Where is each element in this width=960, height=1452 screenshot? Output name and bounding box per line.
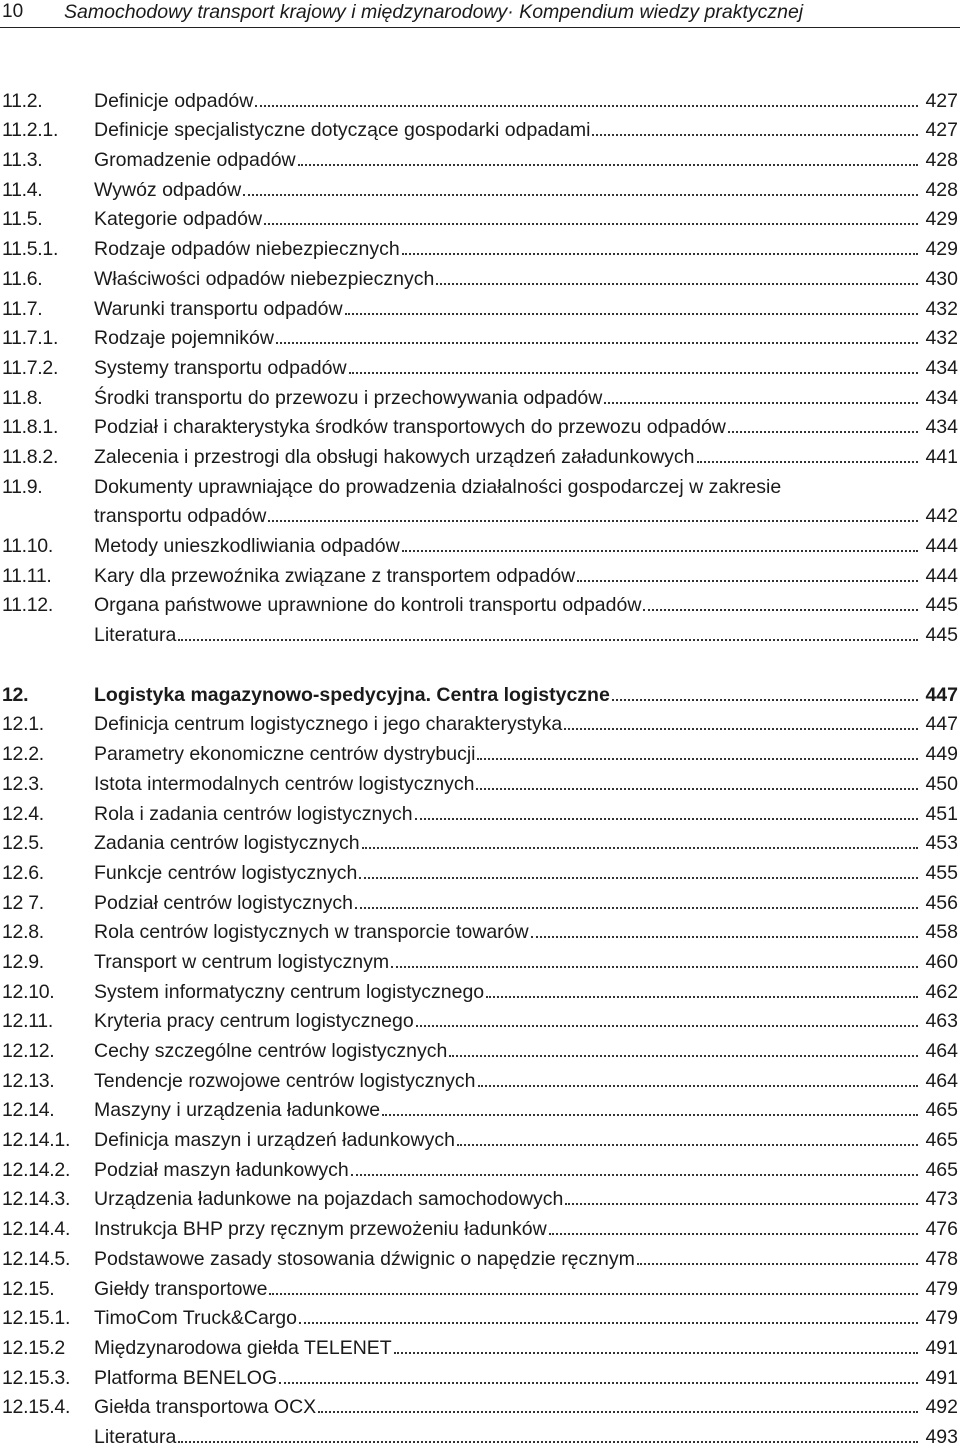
toc-entry-number: 11.8. xyxy=(2,386,43,409)
toc-entry-line xyxy=(94,147,960,171)
toc-entry-number: 12. xyxy=(2,683,29,706)
toc-entry-line xyxy=(94,1068,960,1092)
toc-entry-line xyxy=(94,1394,960,1418)
toc-entry-number: 12.14.3. xyxy=(2,1188,71,1211)
dot-leader xyxy=(298,142,918,166)
dot-leader xyxy=(243,172,918,196)
toc-entry-number: 11.10. xyxy=(2,535,53,557)
toc-entry xyxy=(0,768,960,798)
toc-entry xyxy=(0,1154,960,1184)
dot-leader xyxy=(565,1181,918,1205)
toc-entry-line xyxy=(94,919,960,943)
toc-entry-line xyxy=(94,1186,960,1210)
toc-entry-number: 12.15.3. xyxy=(2,1366,71,1389)
toc-entry-page: 465 xyxy=(925,1099,958,1122)
toc-entry-number: 12 7. xyxy=(2,891,44,914)
toc-entry-line xyxy=(94,563,960,587)
toc-entry xyxy=(0,1184,960,1214)
toc-entry-title: Warunki transportu odpadów xyxy=(94,297,343,320)
toc-entry-line xyxy=(94,1038,960,1062)
toc-entry-page: 444 xyxy=(925,535,958,557)
toc-entry-title: Giełda transportowa OCX xyxy=(94,1396,317,1419)
toc-entry-title: Organa państwowe uprawnione do kontroli transportu odpadów xyxy=(94,594,642,617)
toc-entry-number: 11.3. xyxy=(2,149,43,172)
dot-leader xyxy=(697,439,918,463)
toc-entry-line xyxy=(94,236,960,260)
toc-entry-line xyxy=(94,771,960,795)
dot-leader xyxy=(345,291,918,315)
toc-entry xyxy=(0,174,960,204)
toc-entry-line xyxy=(94,296,960,320)
toc-entry xyxy=(0,857,960,887)
toc-entry-title: Definicja maszyn i urządzeń ładunkowych xyxy=(94,1129,455,1152)
toc-entry-number: 12.15. xyxy=(2,1277,55,1300)
toc-entry-page: 429 xyxy=(925,208,958,231)
toc-entry-line xyxy=(94,1157,960,1181)
toc-entry-title: Podział i charakterystyka środków transportowych do przewozu odpadów xyxy=(94,416,726,439)
toc-entry-number: 12.10. xyxy=(2,980,55,1003)
toc-entry-page: 428 xyxy=(925,149,958,172)
toc-entry-number: 12.14. xyxy=(2,1099,55,1122)
dot-leader xyxy=(549,1211,918,1235)
toc-entry xyxy=(0,798,960,828)
toc-entry xyxy=(0,115,960,145)
toc-entry-page: 447 xyxy=(925,713,958,736)
dot-leader xyxy=(457,1122,918,1146)
toc-entry-page: 493 xyxy=(925,1425,958,1448)
section-gap xyxy=(0,649,960,679)
toc-entry xyxy=(0,1035,960,1065)
toc-entry-title: Definicje odpadów xyxy=(94,89,254,112)
toc-entry-page: 492 xyxy=(925,1396,958,1419)
toc-entry xyxy=(0,887,960,917)
dot-leader xyxy=(478,1063,918,1087)
toc-entry-title: Funkcje centrów logistycznych xyxy=(94,861,358,884)
toc-entry-page: 451 xyxy=(925,802,958,825)
toc-entry xyxy=(0,233,960,263)
toc-entry-number: 11.7. xyxy=(2,297,43,320)
dot-leader xyxy=(643,587,918,611)
toc-entry-title: Zalecenia i przestrogi dla obsługi hakowych urządzeń załadunkowych xyxy=(94,445,695,468)
toc-entry xyxy=(0,590,960,620)
toc-entry-number: 12.6. xyxy=(2,861,44,884)
toc-entry-title: Definicje specjalistyczne dotyczące gospodarki odpadami xyxy=(94,119,591,142)
toc-entry-line xyxy=(94,177,960,201)
page-number: 10 xyxy=(2,1,24,22)
toc-entry-page: 447 xyxy=(925,683,958,706)
toc-entry-line xyxy=(94,741,960,765)
toc-entry-line xyxy=(94,444,960,468)
toc-entry xyxy=(0,1124,960,1154)
toc-entry xyxy=(0,679,960,709)
dot-leader xyxy=(178,617,918,641)
toc-entry-line xyxy=(94,385,960,409)
toc-entry-page: 491 xyxy=(925,1366,958,1389)
dot-leader xyxy=(637,1241,918,1265)
toc-entry-page: 458 xyxy=(925,921,958,944)
toc-entry xyxy=(0,441,960,471)
toc-entry xyxy=(0,352,960,382)
dot-leader xyxy=(477,736,918,760)
toc-entry-line xyxy=(94,830,960,854)
toc-entry-number: 12.14.1. xyxy=(2,1129,71,1152)
toc-entry-page: 441 xyxy=(925,445,958,468)
dot-leader xyxy=(264,201,918,225)
toc-entry xyxy=(0,1362,960,1392)
toc-entry-title: Podział maszyn ładunkowych xyxy=(94,1158,349,1181)
running-title: Samochodowy transport krajowy i międzynarodowy· Kompendium wiedzy praktycznej xyxy=(64,1,804,23)
toc-entry-line xyxy=(94,1365,960,1389)
toc-entry-page: 463 xyxy=(925,1010,958,1033)
page-header xyxy=(0,0,960,28)
toc-entry xyxy=(0,619,960,649)
toc-entry-line xyxy=(94,1305,960,1329)
toc-entry-title: Urządzenia ładunkowe na pojazdach samochodowych xyxy=(94,1188,564,1211)
toc-entry-page: 453 xyxy=(925,832,958,855)
toc-entry-line xyxy=(94,503,960,527)
toc-entry-page: 465 xyxy=(925,1158,958,1181)
toc-entry-page: 464 xyxy=(925,1069,958,1092)
toc-entry-number: 12.13. xyxy=(2,1069,55,1092)
toc-entry-title: Definicja centrum logistycznego i jego charakterystyka xyxy=(94,713,563,736)
toc-entry-number: 12.2. xyxy=(2,743,44,766)
dot-leader xyxy=(299,1300,918,1324)
toc-entry-number: 12.15.2 xyxy=(2,1336,65,1359)
toc-entry-line xyxy=(94,622,960,646)
dot-leader xyxy=(728,409,918,433)
dot-leader xyxy=(449,1033,918,1057)
toc-entry-page: 445 xyxy=(925,624,958,647)
toc-entry-number: 12.9. xyxy=(2,950,44,973)
toc-entry-number: 11.5. xyxy=(2,208,43,231)
toc-entry-page: 479 xyxy=(925,1277,958,1300)
dot-leader xyxy=(604,380,918,404)
toc-entry-title: TimoCom Truck&Cargo xyxy=(94,1307,297,1330)
toc-entry xyxy=(0,1332,960,1362)
toc-entry-number: 11.6. xyxy=(2,267,43,290)
toc-entry-page: 479 xyxy=(925,1307,958,1330)
toc-entry xyxy=(0,976,960,1006)
toc-entry-title: Literatura xyxy=(94,1425,177,1448)
toc-entry-title: Cechy szczególne centrów logistycznych xyxy=(94,1040,448,1062)
toc-entry-line xyxy=(94,682,960,706)
dot-leader xyxy=(279,1360,918,1384)
toc-entry-title: Maszyny i urządzenia ładunkowe xyxy=(94,1099,381,1122)
toc-entry-page: 427 xyxy=(925,89,958,112)
toc-entry-page: 450 xyxy=(925,772,958,795)
toc-entry xyxy=(0,323,960,353)
toc-entry-title: Literatura xyxy=(94,624,177,647)
toc-entry-title: Parametry ekonomiczne centrów dystrybucji xyxy=(94,743,476,766)
toc-entry-title: Gromadzenie odpadów xyxy=(94,149,296,172)
toc-entry-number: 11.5.1. xyxy=(2,238,59,261)
toc-entry-line xyxy=(94,1276,960,1300)
toc-entry-title: Tendencje rozwojowe centrów logistycznych xyxy=(94,1069,476,1092)
toc-entry-line xyxy=(94,1335,960,1359)
toc-entry-title: Systemy transportu odpadów xyxy=(94,356,347,379)
toc-entry-number: 12.14.5. xyxy=(2,1247,71,1270)
toc-entry-page: 473 xyxy=(925,1188,958,1211)
dot-leader xyxy=(351,1152,918,1176)
dot-leader xyxy=(486,974,918,998)
toc-entry-title: Zadania centrów logistycznych xyxy=(94,832,360,855)
toc-entry-title: Dokumenty uprawniające do prowadzenia działalności gospodarczej w zakresie xyxy=(94,475,782,498)
toc-entry-line xyxy=(94,88,960,112)
toc-entry xyxy=(0,738,960,768)
toc-entry xyxy=(0,1421,960,1451)
toc-entry-number: 11.7.2. xyxy=(2,356,59,379)
toc-entry xyxy=(0,560,960,590)
dot-leader xyxy=(394,1330,918,1354)
toc-entry-line xyxy=(94,592,960,616)
toc-entry-title: Istota intermodalnych centrów logistycznych xyxy=(94,772,475,795)
toc-entry-title: Właściwości odpadów niebezpiecznych xyxy=(94,267,435,290)
toc-entry-title: Rodzaje pojemników xyxy=(94,327,274,350)
toc-entry xyxy=(0,828,960,858)
toc-entry xyxy=(0,144,960,174)
toc-entry-number: 12.15.1. xyxy=(2,1307,71,1330)
dot-leader xyxy=(318,1389,918,1413)
dot-leader xyxy=(531,914,918,938)
toc-entry-title: Wywóz odpadów xyxy=(94,178,242,201)
toc-entry-line xyxy=(94,711,960,735)
toc-entry xyxy=(0,1392,960,1422)
toc-entry-line xyxy=(94,266,960,290)
dot-leader xyxy=(382,1092,918,1116)
toc-entry-page: 432 xyxy=(925,327,958,350)
toc-entry xyxy=(0,263,960,293)
dot-leader xyxy=(415,796,918,820)
dot-leader xyxy=(564,706,918,730)
toc-entry xyxy=(0,917,960,947)
toc-entry-title: Podział centrów logistycznych xyxy=(94,891,354,914)
toc-entry-number: 12.8. xyxy=(2,921,44,944)
dot-leader xyxy=(592,112,918,136)
toc-entry-line xyxy=(94,801,960,825)
toc-entry-number: 11.12. xyxy=(2,594,53,617)
toc-entry-number: 12.12. xyxy=(2,1040,55,1062)
toc-entry-title: Metody unieszkodliwiania odpadów xyxy=(94,535,400,557)
toc-entry xyxy=(0,1213,960,1243)
toc-entry-page: 449 xyxy=(925,743,958,766)
toc-entry-number: 12.15.4. xyxy=(2,1396,71,1419)
toc-entry-line xyxy=(94,476,960,498)
toc-entry-line xyxy=(94,1216,960,1240)
toc-entry-line xyxy=(94,414,960,438)
toc-entry-page: 428 xyxy=(925,178,958,201)
toc-entry xyxy=(0,1273,960,1303)
toc-entry xyxy=(0,1095,960,1125)
toc-entry-page: 434 xyxy=(925,416,958,439)
toc-entry-page: 462 xyxy=(925,980,958,1003)
toc-entry-number: 11.4. xyxy=(2,178,43,201)
toc-entry-number: 11.8.2. xyxy=(2,445,59,468)
toc-entry-line xyxy=(94,1424,960,1448)
toc-entry-page: 430 xyxy=(925,267,958,290)
toc-entry-number: 12.11. xyxy=(2,1010,53,1033)
toc-entry xyxy=(0,1303,960,1333)
toc-entry-page: 460 xyxy=(925,950,958,973)
toc-entry-line xyxy=(94,117,960,141)
toc-entry-title: Podstawowe zasady stosowania dźwignic o napędzie ręcznym xyxy=(94,1247,635,1270)
dot-leader xyxy=(269,1271,918,1295)
toc-entry-title: Rola centrów logistycznych w transporcie towarów xyxy=(94,921,529,944)
dot-leader xyxy=(436,261,918,285)
toc-entry-page: 456 xyxy=(925,891,958,914)
dot-leader xyxy=(612,677,918,701)
toc-entry-line xyxy=(94,1246,960,1270)
dot-leader xyxy=(416,1003,918,1027)
table-of-contents xyxy=(0,85,960,1451)
header-rule xyxy=(0,27,960,28)
toc-entry xyxy=(0,501,960,531)
toc-entry-title: Transport w centrum logistycznym xyxy=(94,950,390,973)
toc-entry-number: 11.8.1. xyxy=(2,416,59,439)
toc-entry-number: 11.9. xyxy=(2,475,43,498)
toc-entry-line xyxy=(94,206,960,230)
toc-entry-page: 432 xyxy=(925,297,958,320)
toc-entry-page: 455 xyxy=(925,861,958,884)
toc-entry-page: 427 xyxy=(925,119,958,142)
toc-entry xyxy=(0,412,960,442)
dot-leader xyxy=(268,498,918,522)
toc-entry-line xyxy=(94,860,960,884)
toc-entry-title: Rola i zadania centrów logistycznych xyxy=(94,802,413,825)
toc-entry-line xyxy=(94,1008,960,1032)
toc-entry-title: Kategorie odpadów xyxy=(94,208,263,231)
toc-entry-number: 11.2. xyxy=(2,89,43,112)
toc-entry xyxy=(0,85,960,115)
toc-entry-page: 464 xyxy=(925,1040,958,1062)
dot-leader xyxy=(577,558,918,582)
toc-entry-title: transportu odpadów xyxy=(94,505,267,528)
toc-entry xyxy=(0,1006,960,1036)
toc-entry-number: 12.14.4. xyxy=(2,1218,71,1241)
toc-entry-title: System informatyczny centrum logistycznego xyxy=(94,980,485,1003)
toc-entry-line xyxy=(94,355,960,379)
toc-entry-number: 11.11. xyxy=(2,564,52,587)
dot-leader xyxy=(349,350,918,374)
toc-entry-line xyxy=(94,890,960,914)
toc-entry-line xyxy=(94,1097,960,1121)
toc-entry-title: Instrukcja BHP przy ręcznym przewożeniu ładunków xyxy=(94,1218,547,1241)
toc-entry-title: Giełdy transportowe xyxy=(94,1277,268,1300)
dot-leader xyxy=(476,766,918,790)
toc-entry xyxy=(0,204,960,234)
toc-entry-line xyxy=(94,1127,960,1151)
dot-leader xyxy=(255,83,918,107)
dot-leader xyxy=(362,825,918,849)
toc-entry-page: 465 xyxy=(925,1129,958,1152)
toc-entry-line xyxy=(94,949,960,973)
toc-entry xyxy=(0,946,960,976)
dot-leader xyxy=(359,855,918,879)
toc-entry-title: Środki transportu do przewozu i przechowywania odpadów xyxy=(94,386,603,409)
dot-leader xyxy=(391,944,918,968)
toc-entry xyxy=(0,1243,960,1273)
toc-entry xyxy=(0,293,960,323)
toc-entry-page: 476 xyxy=(925,1218,958,1241)
toc-entry-page: 434 xyxy=(925,386,958,409)
dot-leader xyxy=(402,231,918,255)
toc-entry-number: 11.7.1. xyxy=(2,327,59,350)
toc-entry-title: Kryteria pracy centrum logistycznego xyxy=(94,1010,414,1033)
toc-entry xyxy=(0,382,960,412)
toc-entry-number: 12.5. xyxy=(2,832,44,855)
toc-entry-page: 491 xyxy=(925,1336,958,1359)
toc-entry-title: Kary dla przewoźnika związane z transportem odpadów xyxy=(94,564,576,587)
toc-entry-title: Platforma BENELOG xyxy=(94,1366,278,1389)
toc-entry-page: 444 xyxy=(925,564,958,587)
dot-leader xyxy=(355,885,918,909)
toc-entry xyxy=(0,1065,960,1095)
toc-entry-title: Logistyka magazynowo-spedycyjna. Centra logistyczne xyxy=(94,683,610,706)
toc-entry xyxy=(0,709,960,739)
toc-entry-line xyxy=(94,979,960,1003)
toc-entry-line xyxy=(94,533,960,557)
toc-entry xyxy=(0,530,960,560)
toc-entry-line xyxy=(94,325,960,349)
dot-leader xyxy=(276,320,918,344)
toc-entry xyxy=(0,471,960,501)
toc-entry-number: 11.2.1. xyxy=(2,119,59,142)
toc-entry-page: 434 xyxy=(925,356,958,379)
dot-leader xyxy=(178,1419,918,1443)
toc-entry-page: 429 xyxy=(925,238,958,261)
toc-entry-page: 442 xyxy=(925,505,958,528)
toc-entry-number: 12.14.2. xyxy=(2,1158,71,1181)
toc-entry-number: 12.3. xyxy=(2,772,44,795)
toc-entry-number: 12.1. xyxy=(2,713,44,736)
toc-entry-title: Międzynarodowa giełda TELENET xyxy=(94,1336,392,1359)
toc-entry-number: 12.4. xyxy=(2,802,44,825)
dot-leader xyxy=(402,528,918,552)
toc-entry-page: 478 xyxy=(925,1247,958,1270)
toc-entry-title: Rodzaje odpadów niebezpiecznych xyxy=(94,238,400,261)
toc-entry-page: 445 xyxy=(925,594,958,617)
